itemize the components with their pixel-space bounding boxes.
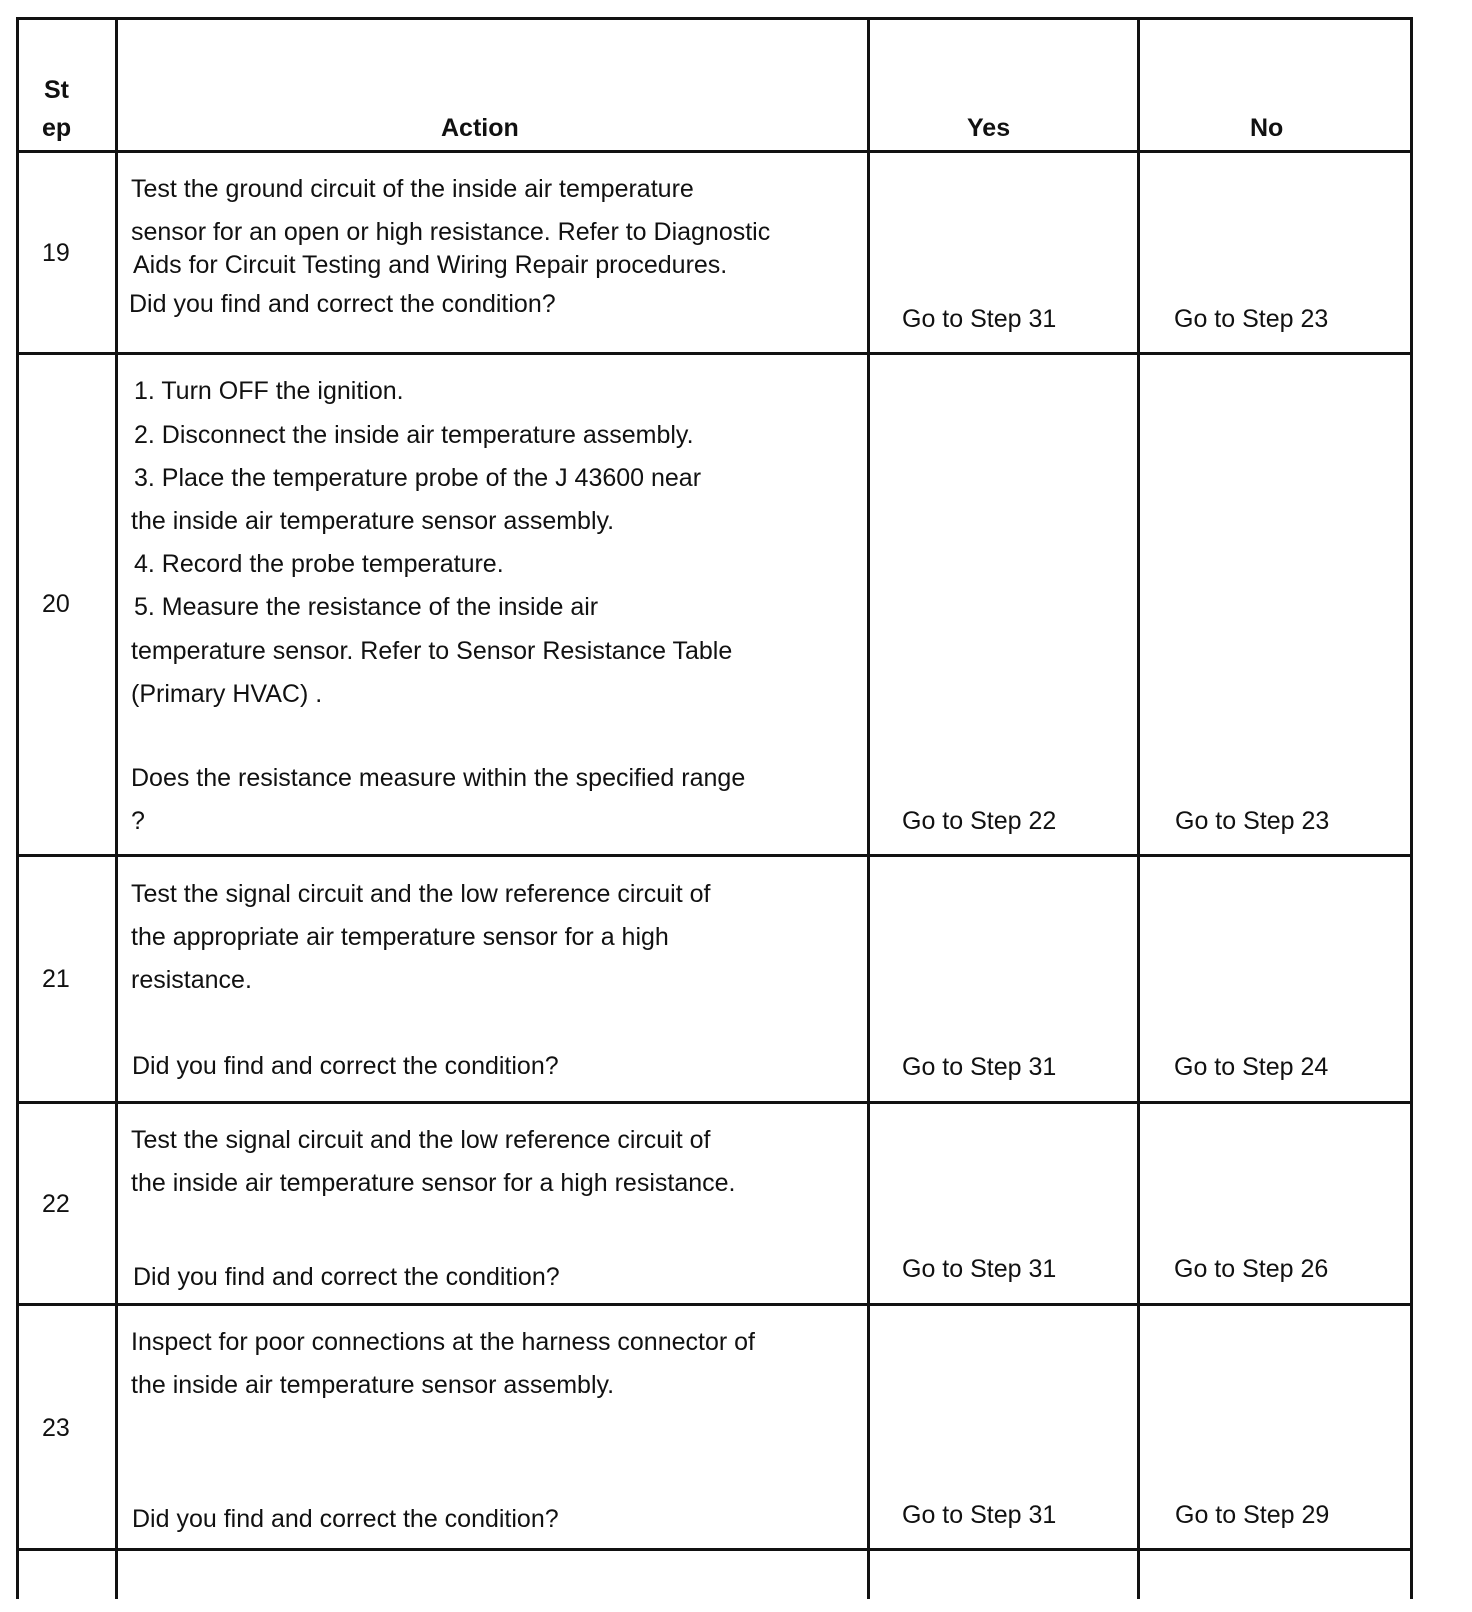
row-divider-header — [16, 150, 1413, 153]
action-line: Does the resistance measure within the specified range — [131, 764, 746, 792]
action-line: the inside air temperature sensor assembly. — [131, 507, 615, 535]
no-result: Go to Step 24 — [1174, 1053, 1329, 1081]
action-line: resistance. — [131, 966, 252, 994]
step-number: 20 — [42, 590, 70, 618]
action-line: Did you find and correct the condition? — [129, 290, 556, 318]
action-line: the appropriate air temperature sensor for a high — [131, 923, 669, 951]
table-border-left — [16, 17, 19, 1599]
row-divider-21 — [16, 1101, 1413, 1104]
action-line: 2. Disconnect the inside air temperature assembly. — [134, 421, 694, 449]
action-line: Did you find and correct the condition? — [133, 1263, 560, 1291]
column-divider-yes — [1137, 17, 1140, 1599]
step-number: 22 — [42, 1190, 70, 1218]
action-line: Test the ground circuit of the inside air temperature — [131, 175, 694, 203]
header-yes: Yes — [967, 114, 1011, 142]
action-line: the inside air temperature sensor assembly. — [131, 1371, 615, 1399]
step-number: 23 — [42, 1414, 70, 1442]
header-action: Action — [441, 114, 519, 142]
no-result: Go to Step 23 — [1175, 807, 1330, 835]
column-divider-step — [115, 17, 118, 1599]
action-line: sensor for an open or high resistance. Refer to Diagnostic — [131, 218, 771, 246]
header-no: No — [1250, 114, 1284, 142]
action-line: (Primary HVAC) . — [131, 680, 323, 708]
no-result: Go to Step 29 — [1175, 1501, 1330, 1529]
action-line: Test the signal circuit and the low reference circuit of — [131, 1126, 711, 1154]
action-line: temperature sensor. Refer to Sensor Resistance Table — [131, 637, 733, 665]
action-line: 1. Turn OFF the ignition. — [134, 377, 404, 405]
action-line: Inspect for poor connections at the harness connector of — [131, 1328, 755, 1356]
action-line: Did you find and correct the condition? — [132, 1505, 559, 1533]
table-border-top — [16, 17, 1413, 20]
column-divider-action — [867, 17, 870, 1599]
diagnostic-table — [16, 17, 1453, 1599]
row-divider-20 — [16, 854, 1413, 857]
action-line: 4. Record the probe temperature. — [134, 550, 504, 578]
action-line: Aids for Circuit Testing and Wiring Repair procedures. — [133, 251, 728, 279]
action-line: 5. Measure the resistance of the inside air — [134, 593, 599, 621]
header-step-line1: St — [44, 76, 69, 104]
row-divider-19 — [16, 352, 1413, 355]
action-line: ? — [131, 807, 145, 835]
yes-result: Go to Step 31 — [902, 1501, 1057, 1529]
action-line: Did you find and correct the condition? — [132, 1052, 559, 1080]
yes-result: Go to Step 31 — [902, 1053, 1057, 1081]
header-step-line2: ep — [42, 114, 72, 142]
action-line: the inside air temperature sensor for a high resistance. — [131, 1169, 736, 1197]
yes-result: Go to Step 22 — [902, 807, 1057, 835]
no-result: Go to Step 23 — [1174, 305, 1329, 333]
no-result: Go to Step 26 — [1174, 1255, 1329, 1283]
step-number: 19 — [42, 239, 70, 267]
action-line: 3. Place the temperature probe of the J 43600 near — [134, 464, 702, 492]
yes-result: Go to Step 31 — [902, 305, 1057, 333]
row-divider-22 — [16, 1303, 1413, 1306]
step-number: 21 — [42, 965, 70, 993]
action-line: Test the signal circuit and the low reference circuit of — [131, 880, 711, 908]
table-border-bottom — [16, 1548, 1413, 1551]
table-border-right — [1410, 17, 1413, 1599]
yes-result: Go to Step 31 — [902, 1255, 1057, 1283]
